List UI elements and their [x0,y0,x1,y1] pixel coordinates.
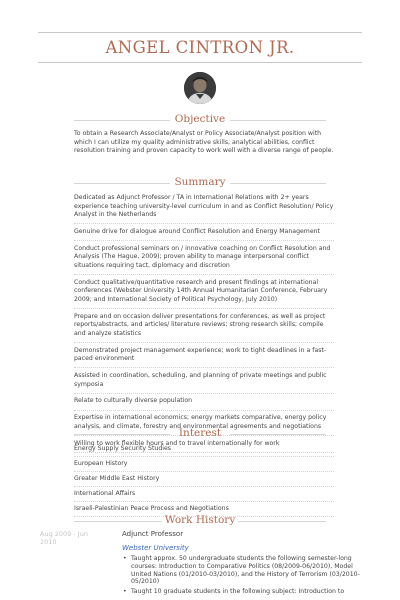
summary-item: Genuine drive for dialogue around Conflict Resolution and Energy Management [74,228,334,241]
interest-item: Energy Supply Security Studies [74,445,334,457]
job-duty-item: • Taught approx. 50 undergraduate students the following semester-long courses: Introduction to Comparative Politics (08/2009-06/2010), Model United Nations (01/2010-03/2010), and the History of Terrorism (03/2010-05/2010) [122,555,362,586]
interest-item: International Affairs [74,490,334,502]
summary-item: Willing to work flexible hours and to travel internationally for work [74,440,334,453]
header-bottom-rule [38,62,362,63]
job-title: Adjunct Professor [122,530,184,538]
summary-item: Conduct professional seminars on / innovative coaching on Conflict Resolution and Analysis (The Hague, 2009); proven ability to manage interpersonal conflict situations requiring tact, diplomacy and discretion [74,245,334,275]
job-duty-item: • Taught 10 graduate students in the following subject: Introduction to [122,588,362,596]
interest-item: Israeli-Palestinian Peace Process and Negotiations [74,505,334,517]
work-history-heading: Work History [0,514,400,526]
summary-item: Demonstrated project management experience; work to tight deadlines in a fast-paced environment [74,347,334,369]
summary-item: Expertise in international economics; energy markets comparative, energy policy analysis, and climate, forestry and environmental agreements and negotiations [74,414,334,436]
objective-text: To obtain a Research Associate/Analyst or Policy Associate/Analyst position with which I can utilize my quality administrative skills, analytical abilities, conflict resolution training and proven capacity to work well with a diverse range of people. [74,130,334,155]
summary-list [74,194,334,456]
summary-item: Prepare and on occasion deliver presentations for conferences, as well as project reports/abstracts, and articles/ literature reviews; strong research skills; compile and analyze statistics [74,313,334,343]
objective-heading: Objective [0,113,400,125]
interest-item: European History [74,460,334,472]
organization-name: Webster University [122,544,189,552]
header-top-rule [38,32,362,33]
job-duties-list [122,555,362,597]
avatar [184,72,216,104]
profile-photo [184,72,216,104]
summary-item: Relate to culturally diverse population [74,397,334,410]
summary-item: Assisted in coordination, scheduling, and planning of private meetings and public symposia [74,372,334,394]
interest-list [74,445,334,520]
interest-item: Greater Middle East History [74,475,334,487]
summary-item: Dedicated as Adjunct Professor / TA in International Relations with 2+ years experience teaching university-level curriculum in and as Conflict Resolution/ Policy Analyst in the Netherlands [74,194,334,224]
interest-heading: Interest [0,427,400,439]
work-history-date: Aug 2009 - Jun 2010 [40,530,88,546]
candidate-name: ANGEL CINTRON JR. [105,38,295,57]
summary-heading: Summary [0,176,400,188]
summary-item: Conduct qualitative/quantitative research and present findings at international conferences (Webster University 14th Annual Humanitarian Conference, February 2009; and International Society of Political Psychology, July 2010) [74,279,334,309]
